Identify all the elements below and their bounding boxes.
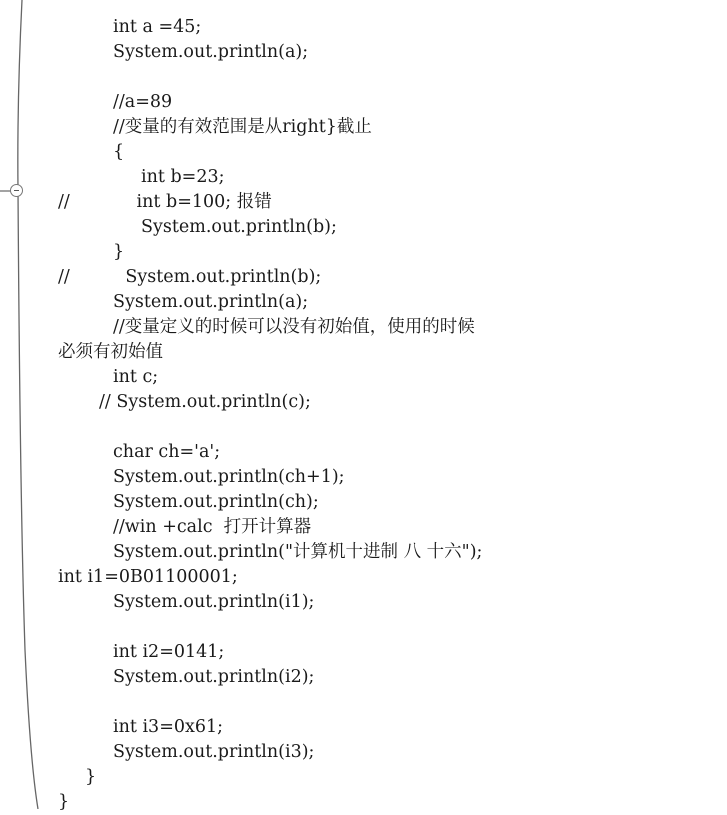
code-line: // int b=100; 报错 (58, 192, 272, 212)
code-line: } (58, 792, 70, 812)
code-line: // System.out.println(c); (99, 392, 311, 412)
code-line: } (113, 242, 125, 262)
code-line: System.out.println(a); (113, 292, 309, 312)
code-line: System.out.println(i2); (113, 667, 315, 687)
code-line: //a=89 (113, 92, 173, 112)
outline-bracket (0, 0, 60, 809)
code-line: System.out.println("计算机十进制 八 十六"); (113, 542, 483, 562)
code-line: //变量定义的时候可以没有初始值，使用的时候 (113, 317, 475, 337)
code-line: char ch='a'; (113, 442, 221, 462)
collapse-minus-icon[interactable] (10, 184, 23, 197)
code-line: System.out.println(b); (141, 217, 337, 237)
code-line: //变量的有效范围是从right}截止 (113, 117, 372, 137)
code-line: //win +calc 打开计算器 (113, 517, 312, 537)
code-line: } (85, 767, 97, 787)
code-line: int i3=0x61; (113, 717, 224, 737)
code-line: int a =45; (113, 17, 202, 37)
code-line: { (113, 142, 125, 162)
code-line: System.out.println(ch+1); (113, 467, 345, 487)
code-line: int i2=0141; (113, 642, 225, 662)
code-line: System.out.println(i3); (113, 742, 315, 762)
code-line: System.out.println(i1); (113, 592, 315, 612)
code-line: int b=23; (141, 167, 225, 187)
code-line: 必须有初始值 (58, 342, 163, 362)
code-line: int i1=0B01100001; (58, 567, 238, 587)
code-line: System.out.println(ch); (113, 492, 319, 512)
code-line: // System.out.println(b); (58, 267, 322, 287)
code-line: System.out.println(a); (113, 42, 309, 62)
code-line: int c; (113, 367, 159, 387)
